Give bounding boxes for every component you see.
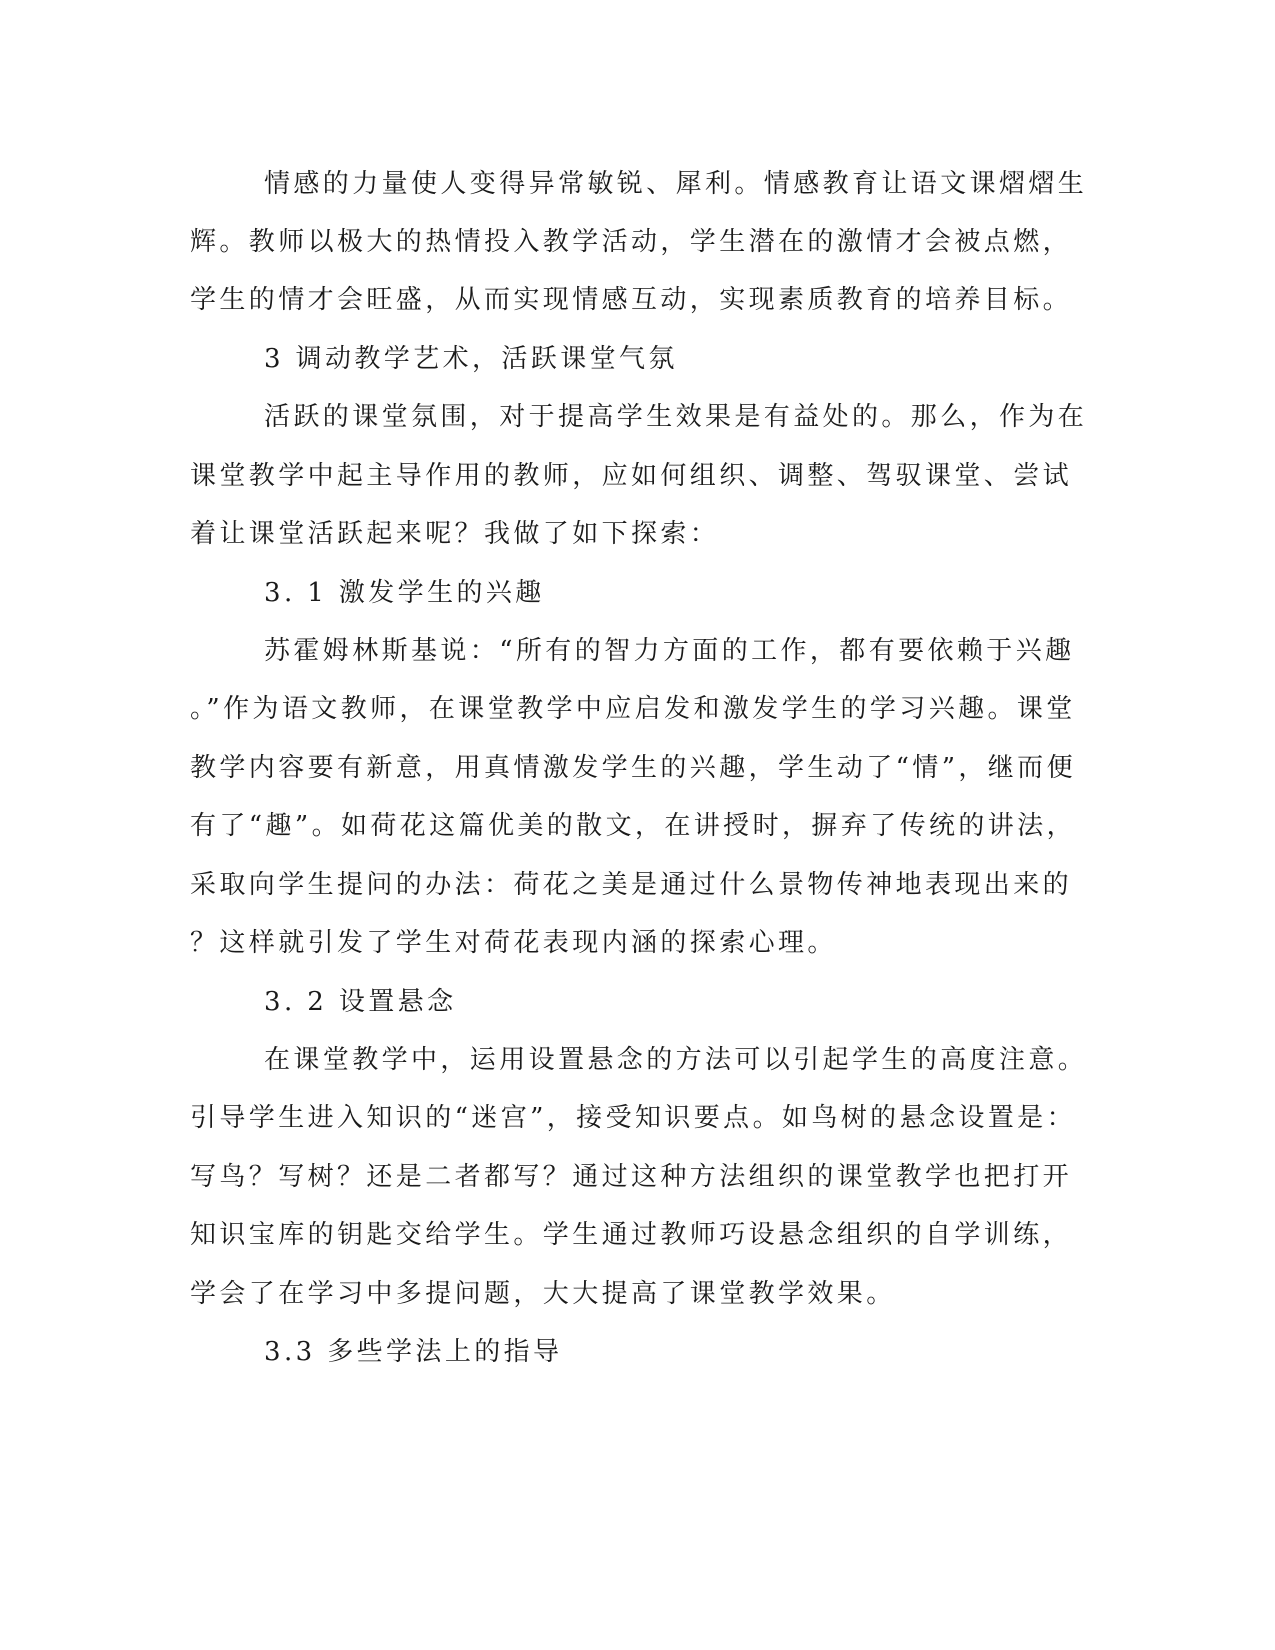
paragraph-line: 有了“趣”。如荷花这篇优美的散文，在讲授时，摒弃了传统的讲法， (190, 811, 1076, 841)
section-heading: 3 调动教学艺术，活跃课堂气氛 (264, 344, 678, 374)
paragraph-line: ？这样就引发了学生对荷花表现内涵的探索心理。 (190, 928, 837, 958)
paragraph-line: 引导学生进入知识的“迷宫”，接受知识要点。如鸟树的悬念设置是： (190, 1103, 1076, 1133)
paragraph-line: 课堂教学中起主导作用的教师，应如何组织、调整、驾驭课堂、尝试 (190, 461, 1073, 491)
subsection-heading: 3.3 多些学法上的指导 (264, 1337, 563, 1367)
paragraph-line: 活跃的课堂氛围，对于提高学生效果是有益处的。那么，作为在 (264, 402, 1088, 432)
paragraph-line: 着让课堂活跃起来呢？我做了如下探索： (190, 519, 720, 549)
paragraph-line: 教学内容要有新意，用真情激发学生的兴趣，学生动了“情”，继而便 (190, 753, 1076, 783)
paragraph-line: 写鸟？写树？还是二者都写？通过这种方法组织的课堂教学也把打开 (190, 1162, 1073, 1192)
subsection-heading: 3. 1 激发学生的兴趣 (264, 578, 545, 608)
paragraph-line: 采取向学生提问的办法：荷花之美是通过什么景物传神地表现出来的 (190, 870, 1073, 900)
paragraph-line: 在课堂教学中，运用设置悬念的方法可以引起学生的高度注意。 (264, 1045, 1088, 1075)
paragraph-line: 。”作为语文教师，在课堂教学中应启发和激发学生的学习兴趣。课堂 (190, 694, 1076, 724)
paragraph-line: 知识宝库的钥匙交给学生。学生通过教师巧设悬念组织的自学训练， (190, 1220, 1073, 1250)
paragraph-line: 辉。教师以极大的热情投入教学活动，学生潜在的激情才会被点燃， (190, 227, 1073, 257)
paragraph-line: 学生的情才会旺盛，从而实现情感互动，实现素质教育的培养目标。 (190, 285, 1073, 315)
paragraph-line: 苏霍姆林斯基说：“所有的智力方面的工作，都有要依赖于兴趣 (264, 636, 1075, 666)
subsection-heading: 3. 2 设置悬念 (264, 987, 457, 1017)
paragraph-line: 情感的力量使人变得异常敏锐、犀利。情感教育让语文课熠熠生 (264, 169, 1088, 199)
paragraph-line: 学会了在学习中多提问题，大大提高了课堂教学效果。 (190, 1279, 896, 1309)
